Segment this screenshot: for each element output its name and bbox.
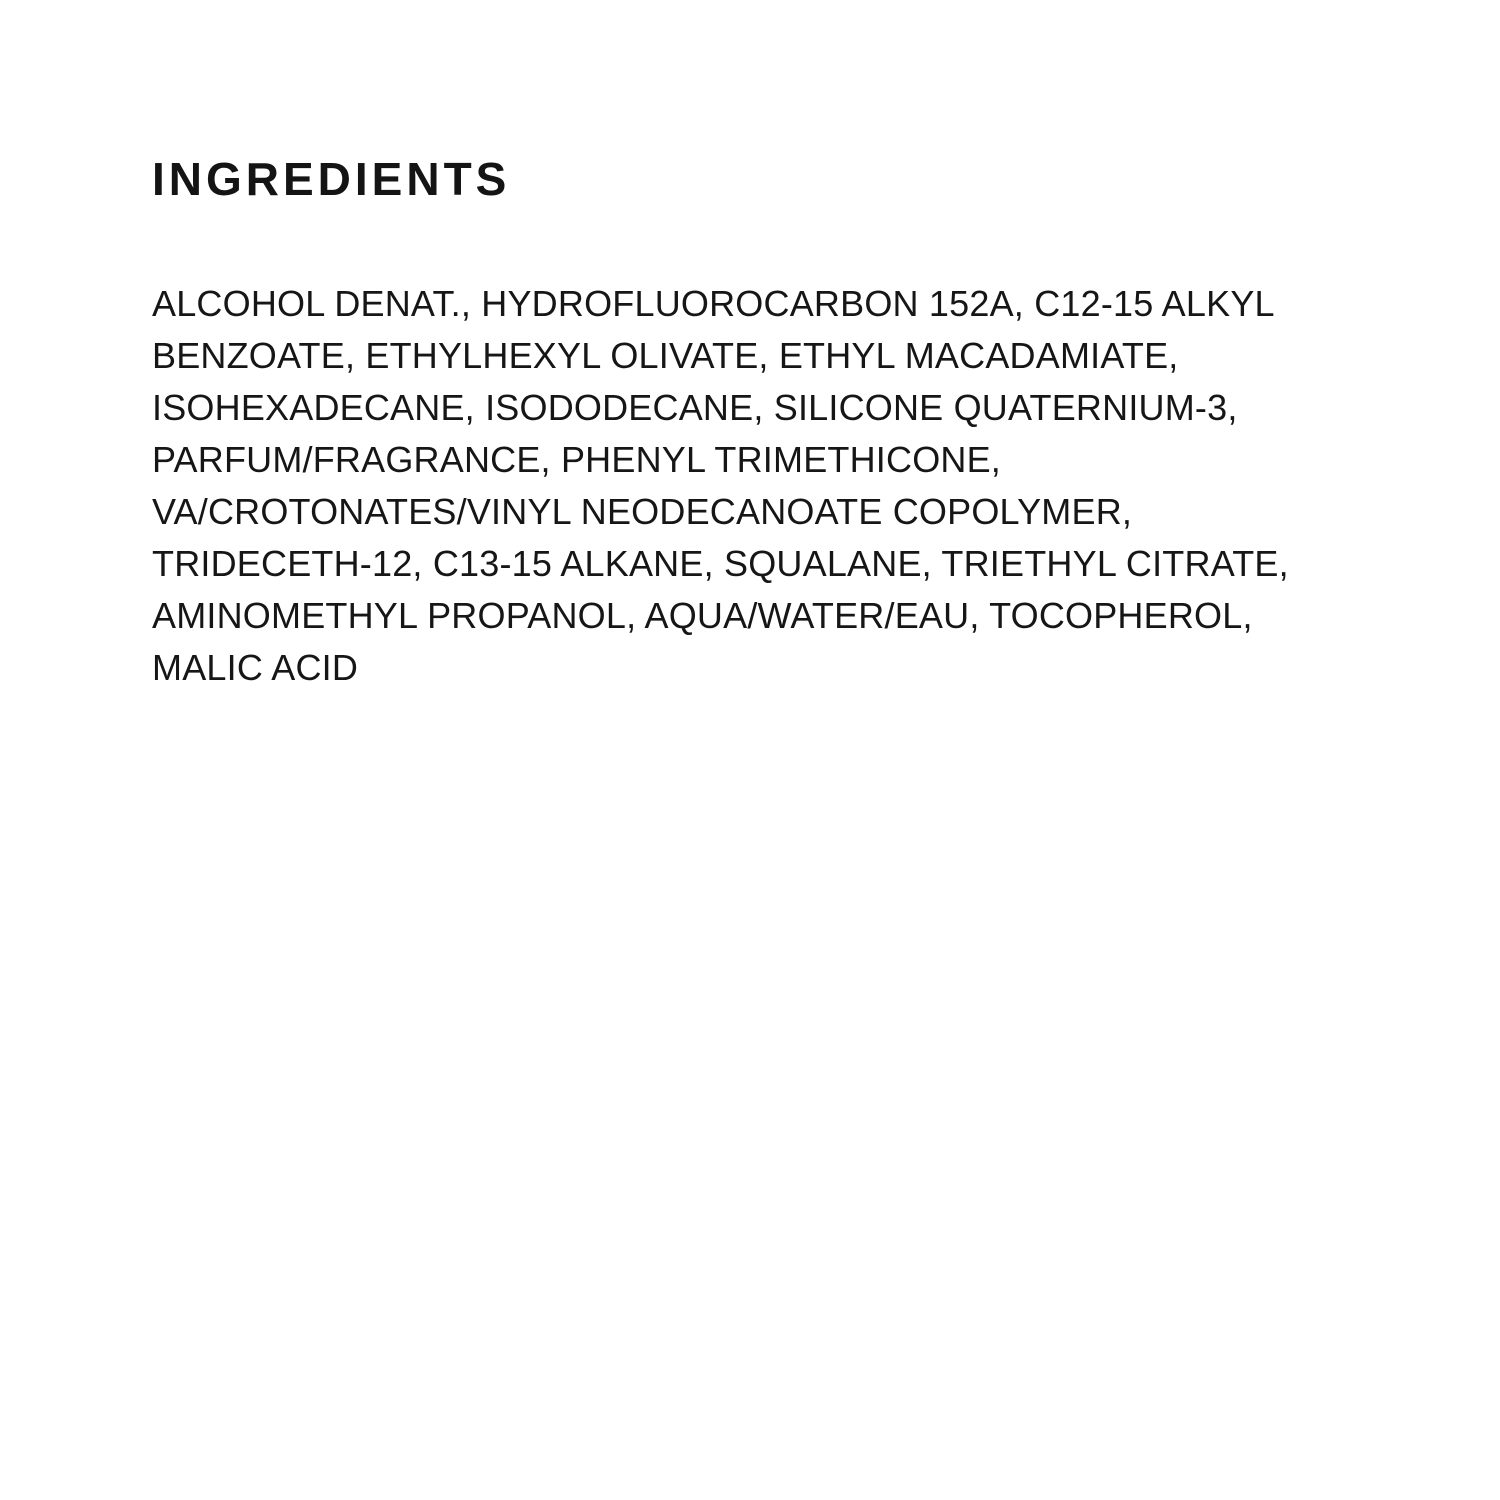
ingredients-line-7: AMINOMETHYL PROPANOL, AQUA/WATER/EAU, TOCOPHEROL,	[152, 595, 1253, 636]
ingredients-line-1: ALCOHOL DENAT., HYDROFLUOROCARBON 152A, C12-15 ALKYL	[152, 283, 1275, 324]
ingredients-line-3: ISOHEXADECANE, ISODODECANE, SILICONE QUATERNIUM-3,	[152, 387, 1238, 428]
ingredients-line-8: MALIC ACID	[152, 647, 359, 688]
ingredients-list	[152, 278, 1289, 694]
ingredients-line-4: PARFUM/FRAGRANCE, PHENYL TRIMETHICONE,	[152, 439, 1002, 480]
ingredients-line-2: BENZOATE, ETHYLHEXYL OLIVATE, ETHYL MACADAMIATE,	[152, 335, 1179, 376]
ingredients-heading: INGREDIENTS	[152, 153, 511, 205]
ingredients-line-5: VA/CROTONATES/VINYL NEODECANOATE COPOLYMER,	[152, 491, 1133, 532]
ingredients-panel	[152, 153, 1289, 694]
ingredients-line-6: TRIDECETH-12, C13-15 ALKANE, SQUALANE, TRIETHYL CITRATE,	[152, 543, 1289, 584]
